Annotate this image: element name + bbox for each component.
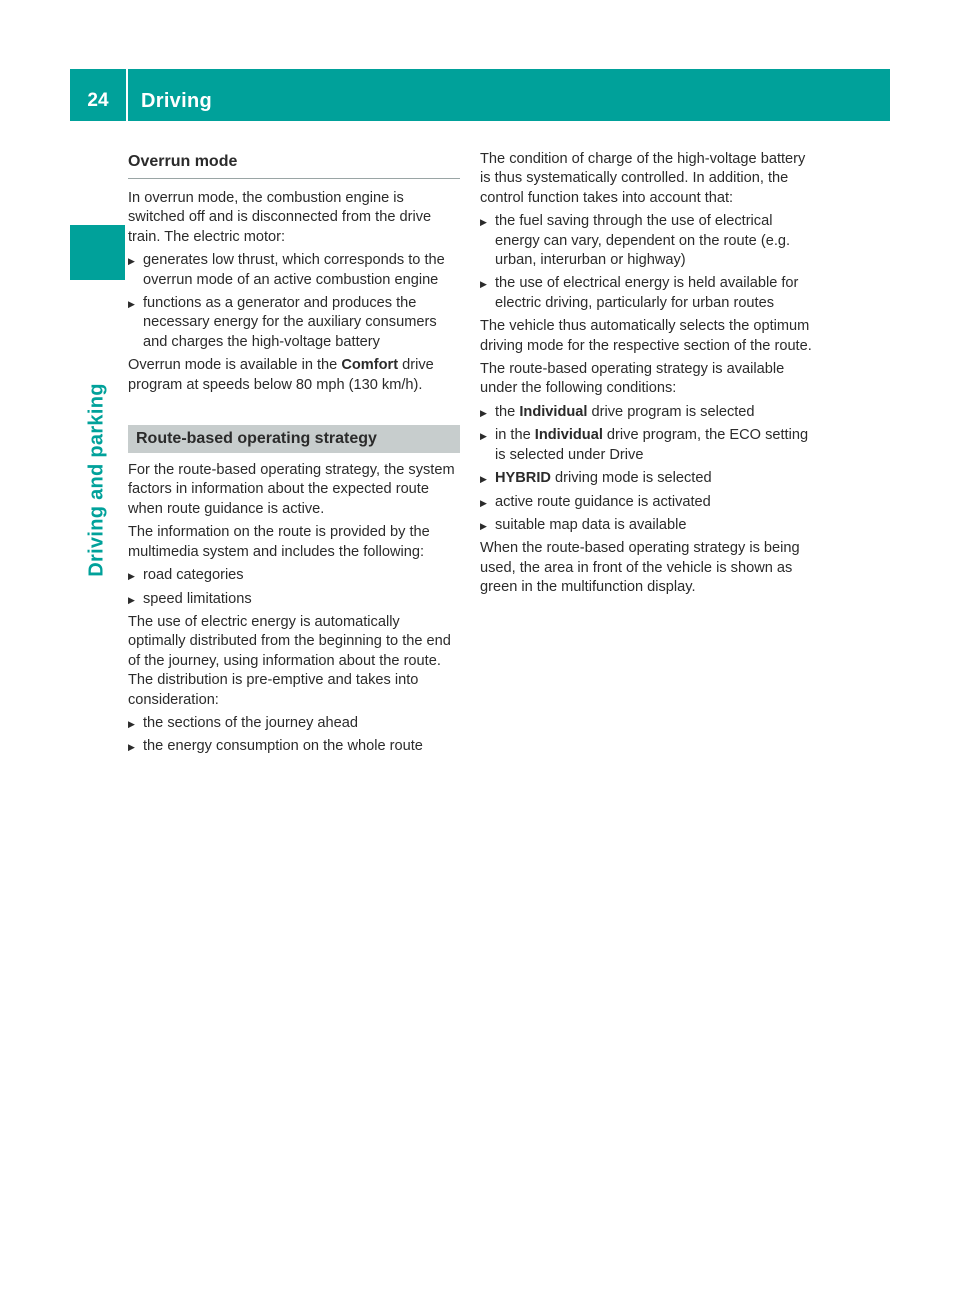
- route-control-list: [480, 212, 815, 313]
- route-paragraph-2: The information on the route is provided by the multimedia system and includes the following:: [128, 524, 430, 560]
- list-item: ▶ active route guidance is activated: [480, 493, 711, 510]
- list-item: ▶ in the Individual drive program, the ECO setting is selected under Drive: [480, 427, 809, 463]
- list-item: ▶ suitable map data is available: [480, 516, 687, 533]
- route-conditions-list: [480, 403, 815, 535]
- bullet-arrow-icon: ▶: [480, 431, 487, 442]
- bullet-arrow-icon: ▶: [128, 299, 135, 310]
- overrun-intro: In overrun mode, the combustion engine is switched off and is disconnected from the drive train. The electric motor:: [128, 190, 432, 245]
- bullet-arrow-icon: ▶: [128, 256, 135, 267]
- bullet-arrow-icon: ▶: [480, 497, 487, 508]
- bullet-arrow-icon: ▶: [128, 742, 135, 753]
- overrun-availability: Overrun mode is available in the Comfort drive program at speeds below 80 mph (130 km/h).: [128, 357, 434, 393]
- header-divider: [126, 69, 128, 121]
- side-tab-label: Driving and parking: [85, 383, 108, 577]
- bullet-arrow-icon: ▶: [480, 217, 487, 228]
- bullet-arrow-icon: ▶: [128, 718, 135, 729]
- list-item: ▶ speed limitations: [128, 590, 252, 607]
- right-column: [480, 150, 815, 602]
- route-consideration-list: [128, 714, 460, 757]
- route-paragraph-7: When the route-based operating strategy is being used, the area in front of the vehicle is shown as green in the multifunction display.: [480, 540, 800, 596]
- list-item: ▶ functions as a generator and produces the necessary energy for the auxiliary consumers and charges the high-voltage battery: [128, 295, 437, 350]
- route-paragraph-3: The use of electric energy is automatically optimally distributed from the beginning to the end of the journey, using information about the route. The distribution is pre-emptive and takes into consideration:: [128, 613, 451, 708]
- section-heading-route: Route-based operating strategy: [128, 425, 460, 453]
- left-column: [128, 150, 460, 761]
- route-paragraph-4: The condition of charge of the high-voltage battery is thus systematically controlled. In addition, the control function takes into account that:: [480, 151, 806, 206]
- route-paragraph-5: The vehicle thus automatically selects the optimum driving mode for the respective section of the route.: [480, 318, 812, 354]
- bullet-arrow-icon: ▶: [480, 407, 487, 418]
- list-item: ▶ the energy consumption on the whole route: [128, 738, 423, 755]
- route-paragraph-6: The route-based operating strategy is available under the following conditions:: [480, 361, 785, 397]
- list-item: ▶ the fuel saving through the use of electrical energy can vary, dependent on the route (e.g. urban, interurban or highway): [480, 213, 791, 269]
- list-item: ▶ the Individual drive program is selected: [480, 403, 755, 420]
- bullet-arrow-icon: ▶: [128, 594, 135, 605]
- route-info-list: [128, 566, 460, 609]
- side-tab-marker: [70, 225, 125, 280]
- chapter-title: Driving: [141, 90, 212, 112]
- bullet-arrow-icon: ▶: [480, 520, 487, 531]
- overrun-bullet-list: [128, 251, 460, 352]
- page-number: 24: [87, 90, 109, 111]
- bullet-arrow-icon: ▶: [480, 474, 487, 485]
- section-heading-overrun: Overrun mode: [128, 150, 460, 179]
- bullet-arrow-icon: ▶: [128, 571, 135, 582]
- bullet-arrow-icon: ▶: [480, 279, 487, 290]
- list-item: ▶ the sections of the journey ahead: [128, 714, 359, 731]
- route-paragraph-1: For the route-based operating strategy, the system factors in information about the expected route when route guidance is active.: [128, 462, 455, 517]
- list-item: ▶ road categories: [128, 567, 244, 584]
- list-item: ▶ generates low thrust, which corresponds to the overrun mode of an active combustion engine: [128, 252, 445, 288]
- list-item: ▶ the use of electrical energy is held available for electric driving, particularly for urban routes: [480, 275, 799, 311]
- list-item: ▶ HYBRID driving mode is selected: [480, 470, 712, 487]
